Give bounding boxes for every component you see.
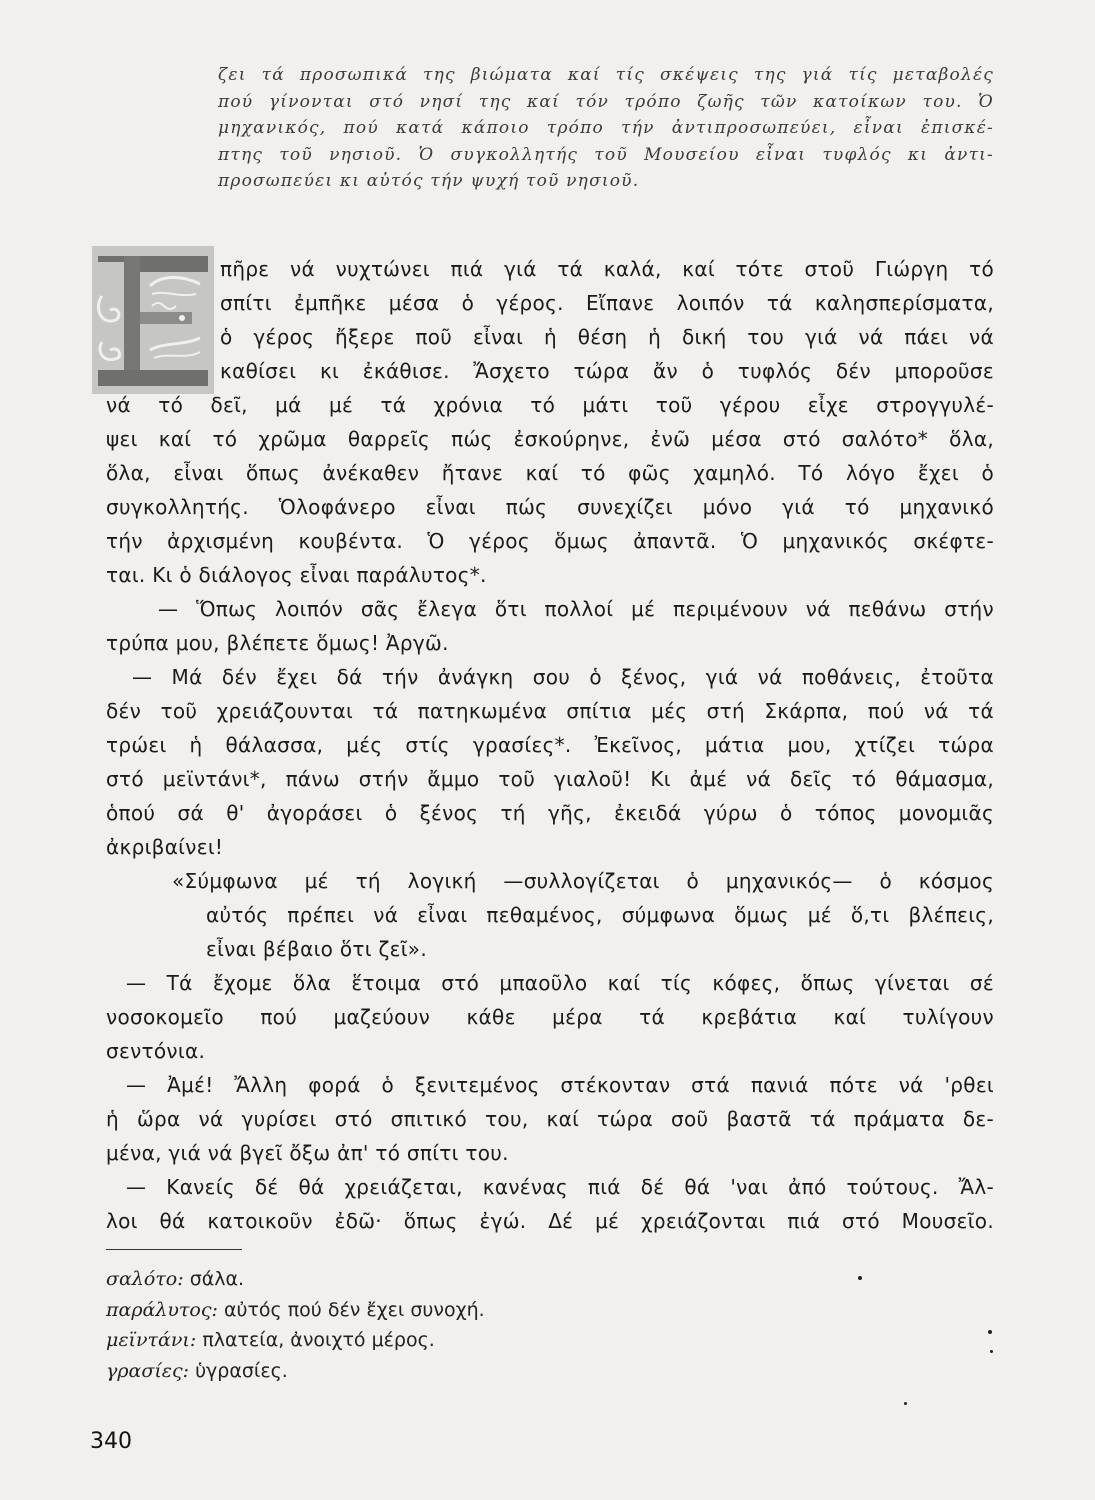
footnote-definition: σάλα. (189, 1268, 245, 1290)
text-line: ἀκριβαίνει! (106, 835, 224, 859)
text-line: νά τό δεῖ, μά μέ τά χρόνια τό μάτι τοῦ γέρου εἶχε στρογγυλέ- (106, 393, 994, 417)
text-line: στό μεϊντάνι*, πάνω στήν ἄμμο τοῦ γιαλοῦ! Κι ἀμέ νά δεῖς τό θάμασμα, (106, 767, 994, 791)
ornamental-drop-cap (92, 246, 214, 394)
text-line: ὅλα, εἶναι ὅπως ἀνέκαθεν ἤτανε καί τό φῶς χαμηλό. Τό λόγο ἔχει ὁ (106, 461, 994, 485)
drop-cap-ornament-icon (92, 246, 214, 394)
text-line: ται. Κι ὁ διάλογος εἶναι παράλυτος*. (106, 563, 487, 587)
italic-introduction (218, 62, 994, 195)
footnote (106, 1356, 806, 1387)
text-line: συγκολλητής. Ὁλοφάνερο εἶναι πώς συνεχίζει μόνο γιά τό μηχανικό (106, 495, 994, 519)
ink-speck (904, 1402, 907, 1405)
text-line: ὁπού σά θ' ἀγοράσει ὁ ξένος τή γῆς, ἐκειδά γύρω ὁ τόπος μονομιᾶς (106, 801, 994, 825)
text-line: σεντόνια. (106, 1039, 206, 1063)
text-line: μένα, γιά νά βγεῖ ὄξω ἀπ' τό σπίτι του. (106, 1141, 509, 1165)
footnote-term: γρασίες: (106, 1359, 190, 1382)
footnote-term: παράλυτος: (106, 1298, 218, 1321)
dialogue-line: — Ὅπως λοιπόν σᾶς ἔλεγα ὅτι πολλοί μέ περιμένουν νά πεθάνω στήν (158, 597, 994, 621)
quote-line: εἶναι βέβαιο ὅτι ζεῖ». (206, 937, 427, 961)
footnote-divider (106, 1249, 242, 1250)
text-line: ὁ γέρος ἤξερε ποῦ εἶναι ἡ θέση ἡ δική του γιά νά πάει νά (220, 325, 994, 349)
footnote-definition: αὐτός πού δέν ἔχει συνοχή. (223, 1298, 485, 1321)
text-line: τήν ἀρχισμένη κουβέντα. Ὁ γέρος ὅμως ἀπαντᾶ. Ὁ μηχανικός σκέφτε- (106, 529, 994, 553)
page-number: 340 (90, 1429, 132, 1454)
footnote (106, 1264, 806, 1295)
text-line: νοσοκομεῖο πού μαζεύουν κάθε μέρα τά κρεβάτια καί τυλίγουν (106, 1005, 994, 1029)
text-line: τρύπα μου, βλέπετε ὅμως! Ἀργῶ. (106, 631, 449, 655)
intro-line: πτης τοῦ νησιοῦ. Ὁ συγκολλητής τοῦ Μουσείου εἶναι τυφλός κι ἀντι- (218, 144, 994, 165)
text-line: ἡ ὥρα νά γυρίσει στό σπιτικό του, καί τώρα σοῦ βαστᾶ τά πράματα δε- (106, 1107, 994, 1131)
footnote-term: μεϊντάνι: (106, 1329, 197, 1351)
quote-line: «Σύμφωνα μέ τή λογική —συλλογίζεται ὁ μηχανικός— ὁ κόσμος (172, 869, 994, 893)
text-line: τρώει ἡ θάλασσα, μές στίς γρασίες*. Ἐκεῖνος, μάτια μου, χτίζει τώρα (106, 733, 994, 757)
quote-line: αὐτός πρέπει νά εἶναι πεθαμένος, σύμφωνα ὅμως μέ ὅ,τι βλέπεις, (206, 903, 994, 927)
footnote-term: σαλότο: (106, 1268, 184, 1290)
text-line: ψει καί τό χρῶμα θαρρεῖς πώς ἐσκούρηνε, ἐνῶ μέσα στό σαλότο* ὅλα, (106, 427, 994, 451)
footnote (106, 1295, 806, 1326)
intro-line: ζει τά προσωπικά της βιώματα καί τίς σκέψεις της γιά τίς μεταβολές (218, 65, 994, 85)
dialogue-line: — Μά δέν ἔχει δά τήν ἀνάγκη σου ὁ ξένος, γιά νά ποθάνεις, ἐτοῦτα (132, 665, 994, 689)
text-line: δέν τοῦ χρειάζουνται τά πατηκωμένα σπίτια μές στή Σκάρπα, πού νά τά (106, 699, 994, 723)
text-line: σπίτι ἐμπῆκε μέσα ὁ γέρος. Εἴπανε λοιπόν τά καλησπερίσματα, (220, 291, 994, 315)
ink-speck (990, 1350, 993, 1353)
ink-speck (858, 1276, 862, 1280)
footnotes (106, 1264, 806, 1386)
intro-line: πού γίνονται στό νησί της καί τόν τρόπο ζωῆς τῶν κατοίκων του. Ὁ (218, 91, 994, 112)
dialogue-line: — Κανείς δέ θά χρειάζεται, κανένας πιά δέ θά 'ναι ἀπό τούτους. Ἄλ- (126, 1175, 994, 1199)
text-line: πῆρε νά νυχτώνει πιά γιά τά καλά, καί τότε στοῦ Γιώργη τό (220, 257, 994, 281)
text-line: λοι θά κατοικοῦν ἐδῶ· ὅπως ἐγώ. Δέ μέ χρειάζονται πιά στό Μουσεῖο. (106, 1209, 994, 1233)
footnote (106, 1325, 806, 1356)
dialogue-line: — Ἀμέ! Ἄλλη φορά ὁ ξενιτεμένος στέκονταν στά πανιά πότε νά 'ρθει (126, 1073, 994, 1097)
dialogue-line: — Τά ἔχομε ὅλα ἕτοιμα στό μπαοῦλο καί τίς κόφες, ὅπως γίνεται σέ (126, 971, 994, 995)
footnote-definition: ὑγρασίες. (195, 1359, 288, 1382)
footnote-definition: πλατεία, ἀνοιχτό μέρος. (202, 1329, 435, 1351)
intro-line: προσωπεύει κι αὐτός τήν ψυχή τοῦ νησιοῦ. (218, 171, 640, 192)
intro-line: μηχανικός, πού κατά κάποιο τρόπο τήν ἀντιπροσωπεύει, εἶναι ἐπισκέ- (218, 118, 994, 139)
ink-speck (988, 1330, 992, 1334)
text-line: καθίσει κι ἐκάθισε. Ἄσχετο τώρα ἄν ὁ τυφλός δέν μποροῦσε (220, 359, 994, 383)
